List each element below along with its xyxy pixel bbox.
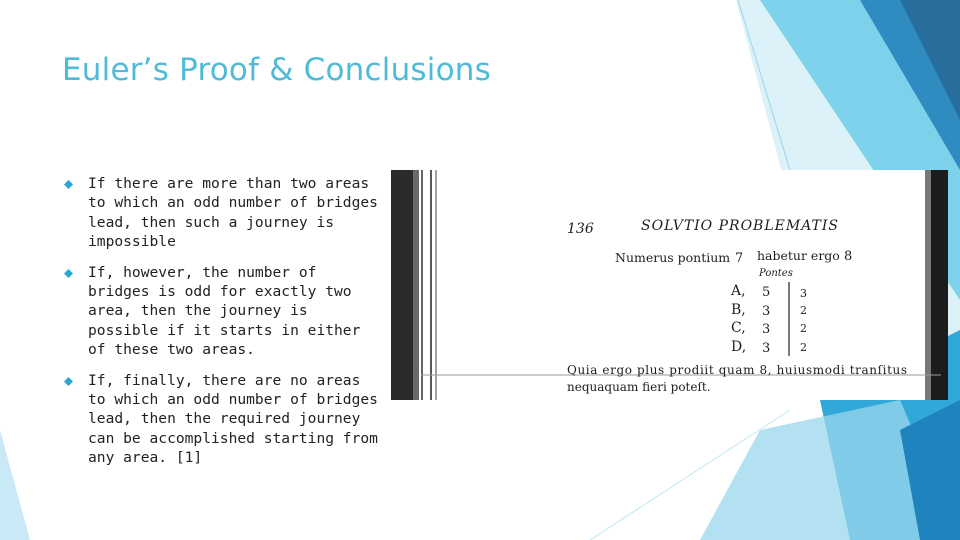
- scan-edge: [931, 170, 948, 400]
- bullet-text: If, however, the number of bridges is odd for exactly two area, then the journey is possible if it starts in either of these two areas.: [88, 263, 361, 359]
- manuscript-scan: [391, 170, 948, 400]
- slide-title: Euler’s Proof & Conclusions: [62, 52, 491, 88]
- manuscript-header: SOLVTIO PROBLEMATIS: [641, 218, 839, 234]
- manuscript-line: Quia ergo plus prodiit quam 8, huiusmodi tranſitus: [567, 363, 907, 377]
- row-value: 3: [800, 287, 807, 300]
- book-gutter: [391, 170, 413, 400]
- row-letter: D,: [731, 339, 747, 355]
- bullet-text: If, finally, there are no areas to which an odd number of bridges lead, then the required journey can be accomplished starting from any area. [1]: [88, 371, 378, 467]
- row-value: 5: [762, 285, 771, 300]
- manuscript-line: habetur ergo: [757, 248, 840, 263]
- row-value: 2: [800, 304, 807, 317]
- row-letter: A,: [731, 283, 746, 299]
- manuscript-scan-graphic: [391, 170, 948, 400]
- manuscript-line: nequaquam fieri poteſt.: [567, 380, 711, 394]
- diamond-icon: [64, 269, 73, 278]
- row-value: 3: [762, 341, 771, 356]
- diamond-icon: [64, 377, 73, 386]
- bullet-item: [62, 174, 382, 252]
- facet-shape: [0, 430, 30, 540]
- page-number: 136: [567, 221, 594, 237]
- manuscript-number: 7: [735, 251, 744, 266]
- diamond-icon: [64, 180, 73, 189]
- bullet-list: [62, 174, 382, 479]
- row-letter: B,: [731, 302, 746, 318]
- manuscript-line: Numerus pontium: [615, 250, 731, 265]
- manuscript-number: 8: [844, 249, 853, 264]
- row-value: 2: [800, 322, 807, 335]
- row-value: 3: [762, 322, 771, 337]
- row-value: 3: [762, 304, 771, 319]
- book-gutter: [413, 170, 419, 400]
- bullet-text: If there are more than two areas to which an odd number of bridges lead, then such a journey is impossible: [88, 175, 378, 251]
- bullet-item: [62, 371, 382, 468]
- bullet-item: [62, 263, 382, 360]
- row-value: 2: [800, 341, 807, 354]
- column-label: Pontes: [759, 268, 793, 279]
- row-letter: C,: [731, 320, 746, 336]
- scan-edge: [925, 170, 931, 400]
